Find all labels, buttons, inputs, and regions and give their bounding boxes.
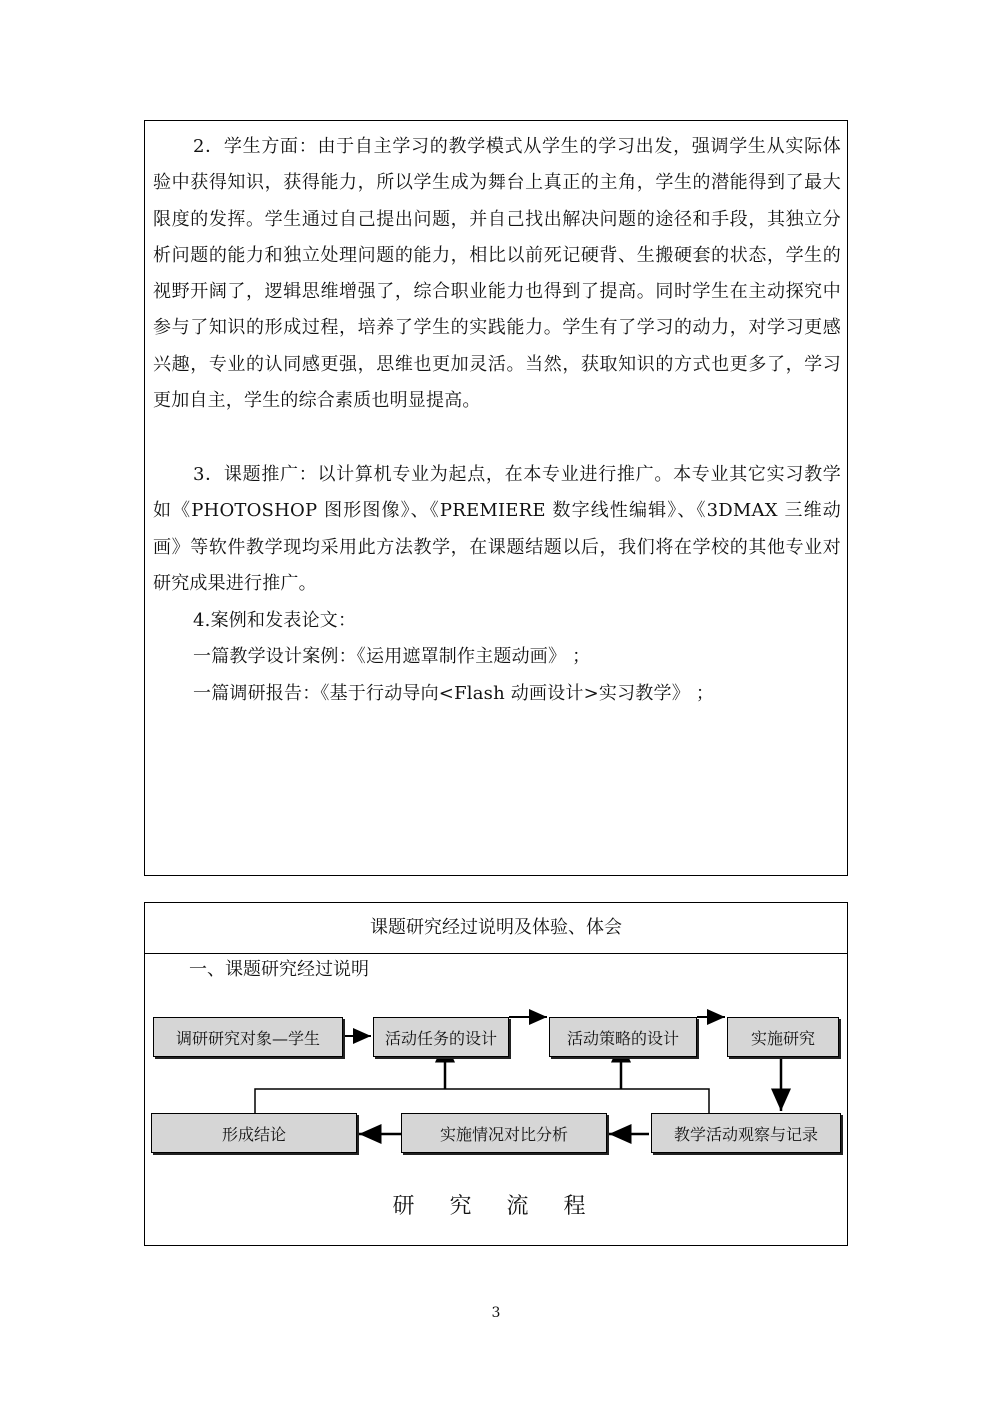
flow-step-compare-analysis: 实施情况对比分析: [401, 1113, 607, 1153]
flow-step-task-design: 活动任务的设计: [373, 1017, 509, 1057]
flow-step-implement: 实施研究: [727, 1017, 839, 1057]
paragraph-promotion: 3．课题推广：以计算机专业为起点，在本专业进行推广。本专业其它实习教学如《PHOTOSHOP 图形图像》、《PREMIERE 数字线性编辑》、《3DMAX 三维动画》等软件教学现均采用此方法教学，在课题结题以后，我们将在学校的其他专业对研究成果进行推广。: [153, 464, 841, 594]
paragraph-student-aspect: 2．学生方面：由于自主学习的教学模式从学生的学习出发，强调学生从实际体验中获得知识，获得能力，所以学生成为舞台上真正的主角，学生的潜能得到了最大限度的发挥。学生通过自己提出问题，并自己找出解决问题的途径和手段，其独立分析问题的能力和独立处理问题的能力，相比以前死记硬背、生搬硬套的状态，学生的视野开阔了，逻辑思维增强了，综合职业能力也得到了提高。同时学生在主动探究中参与了知识的形成过程，培养了学生的实践能力。学生有了学习的动力，对学习更感兴趣，专业的认同感更强，思维也更加灵活。当然，获取知识的方式也更多了，学习更加自主，学生的综合素质也明显提高。: [153, 136, 841, 412]
feedback-loop: [255, 1089, 709, 1113]
flow-step-conclusion: 形成结论: [151, 1113, 357, 1153]
flow-step-strategy-design: 活动策略的设计: [549, 1017, 697, 1057]
cases-title: 4.案例和发表论文：: [193, 610, 357, 631]
diagram-title: 研 究 流 程: [392, 1194, 600, 1219]
case-line-2: 一篇调研报告：《基于行动导向<Flash 动画设计>实习教学》 ；: [193, 682, 715, 704]
paragraph-cases: [153, 603, 841, 712]
page-number: 3: [491, 1305, 501, 1321]
flow-step-observe-record: 教学活动观察与记录: [651, 1113, 841, 1153]
section-header: 课题研究经过说明及体验、体会: [145, 903, 847, 954]
content-box-top: [144, 120, 848, 876]
flow-step-survey: 调研研究对象—学生: [153, 1017, 343, 1057]
content-box-bottom: [144, 902, 848, 1246]
case-line-1: 一篇教学设计案例：《运用遮罩制作主题动画》 ；: [193, 646, 591, 668]
subheading: 一、课题研究经过说明: [189, 959, 369, 980]
